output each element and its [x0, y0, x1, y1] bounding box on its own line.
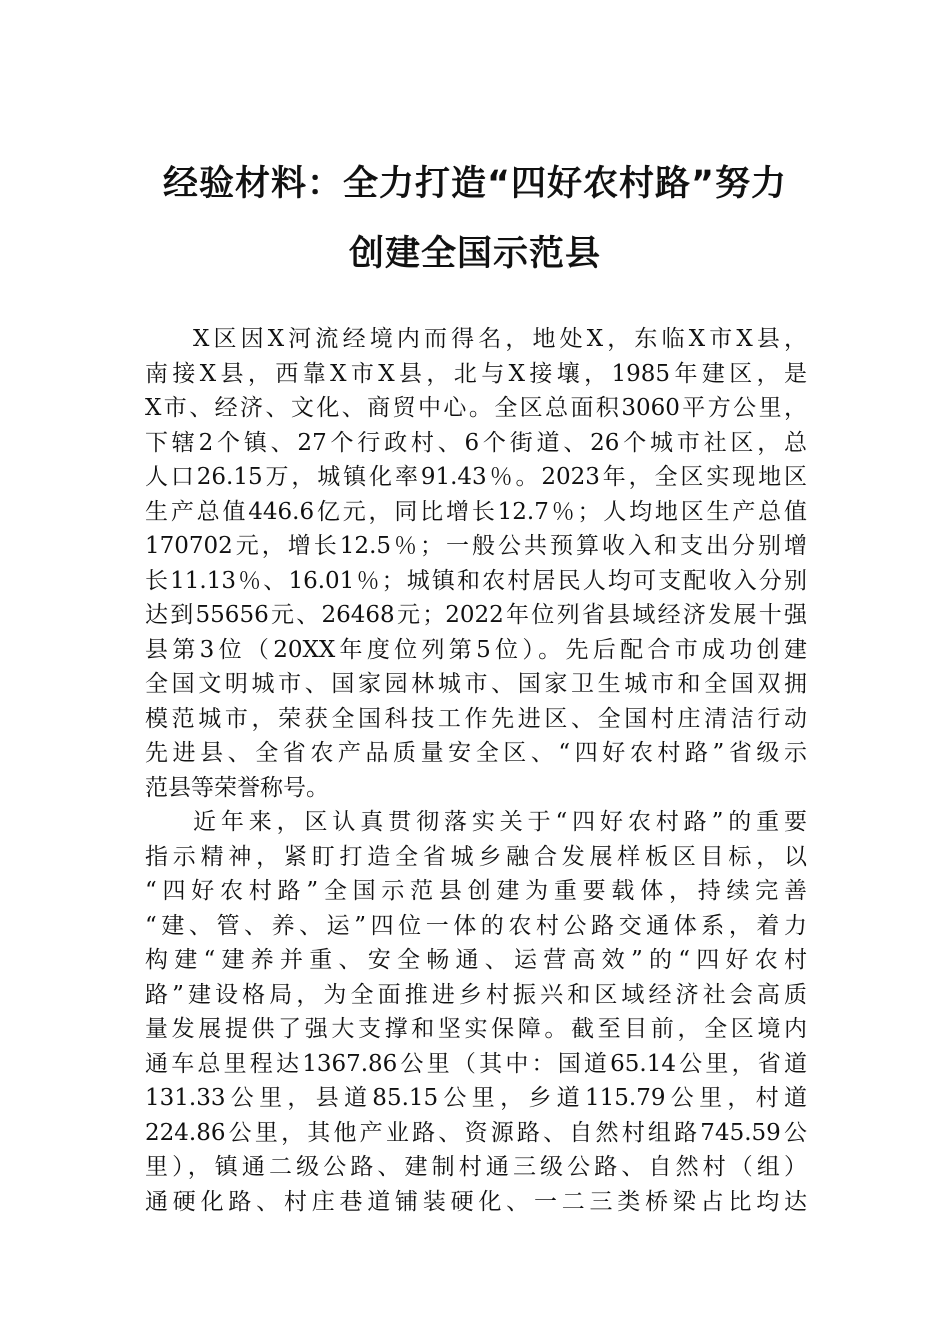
paragraph-line: 县第3位（20XX年度位列第5位）。先后配合市成功创建 [145, 636, 807, 663]
document-body [145, 322, 807, 1219]
paragraph-line: 达到55656元、26468元；2022年位列省县域经济发展十强 [145, 602, 807, 628]
paragraph-line: 224.86公里，其他产业路、资源路、自然村组路745.59公 [145, 1119, 807, 1146]
paragraph-line: 通硬化路、村庄巷道铺装硬化、一二三类桥梁占比均达 [145, 1188, 807, 1215]
paragraph-line: 通车总里程达1367.86公里（其中：国道65.14公里，省道 [145, 1050, 807, 1077]
paragraph-line: 模范城市，荣获全国科技工作先进区、全国村庄清洁行动 [145, 705, 807, 732]
paragraph-line: “四好农村路”全国示范县创建为重要载体，持续完善 [145, 878, 807, 904]
document-title-line-2: 创建全国示范县 [348, 234, 601, 274]
paragraph-line: 人口26.15万，城镇化率91.43％。2023年，全区实现地区 [145, 464, 807, 490]
paragraph-line: 先进县、全省农产品质量安全区、“四好农村路”省级示 [145, 740, 807, 766]
paragraph-line: 路”建设格局，为全面推进乡村振兴和区域经济社会高质 [145, 981, 807, 1008]
paragraph-line: X市、经济、文化、商贸中心。全区总面积3060平方公里， [145, 395, 807, 421]
paragraph-line: 131.33公里，县道85.15公里，乡道115.79公里，村道 [145, 1085, 807, 1111]
paragraph-line: 量发展提供了强大支撑和坚实保障。截至目前，全区境内 [145, 1016, 807, 1042]
paragraph-1 [145, 322, 807, 805]
paragraph-line: X区因X河流经境内而得名，地处X，东临X市X县， [193, 326, 807, 352]
paragraph-line: 近年来，区认真贯彻落实关于“四好农村路”的重要 [193, 809, 807, 835]
paragraph-line: 指示精神，紧盯打造全省城乡融合发展样板区目标，以 [145, 843, 807, 870]
paragraph-line: 全国文明城市、国家园林城市、国家卫生城市和全国双拥 [145, 671, 807, 697]
paragraph-line: “建、管、养、运”四位一体的农村公路交通体系，着力 [145, 912, 807, 939]
paragraph-line: 170702元，增长12.5％；一般公共预算收入和支出分别增 [145, 533, 807, 559]
paragraph-2 [145, 805, 807, 1219]
paragraph-line: 里），镇通二级公路、建制村通三级公路、自然村（组） [145, 1154, 807, 1180]
paragraph-line: 生产总值446.6亿元，同比增长12.7％；人均地区生产总值 [145, 498, 807, 525]
paragraph-line: 长11.13％、16.01％；城镇和农村居民人均可支配收入分别 [145, 567, 807, 594]
paragraph-line: 下辖2个镇、27个行政村、6个街道、26个城市社区，总 [145, 429, 807, 456]
paragraph-line: 范县等荣誉称号。 [145, 774, 329, 801]
document-title-line-1: 经验材料：全力打造“四好农村路”努力 [162, 164, 787, 204]
paragraph-line: 南接X县，西靠X市X县，北与X接壤，1985年建区，是 [145, 360, 807, 387]
paragraph-line: 构建“建养并重、安全畅通、运营高效”的“四好农村 [145, 947, 807, 973]
